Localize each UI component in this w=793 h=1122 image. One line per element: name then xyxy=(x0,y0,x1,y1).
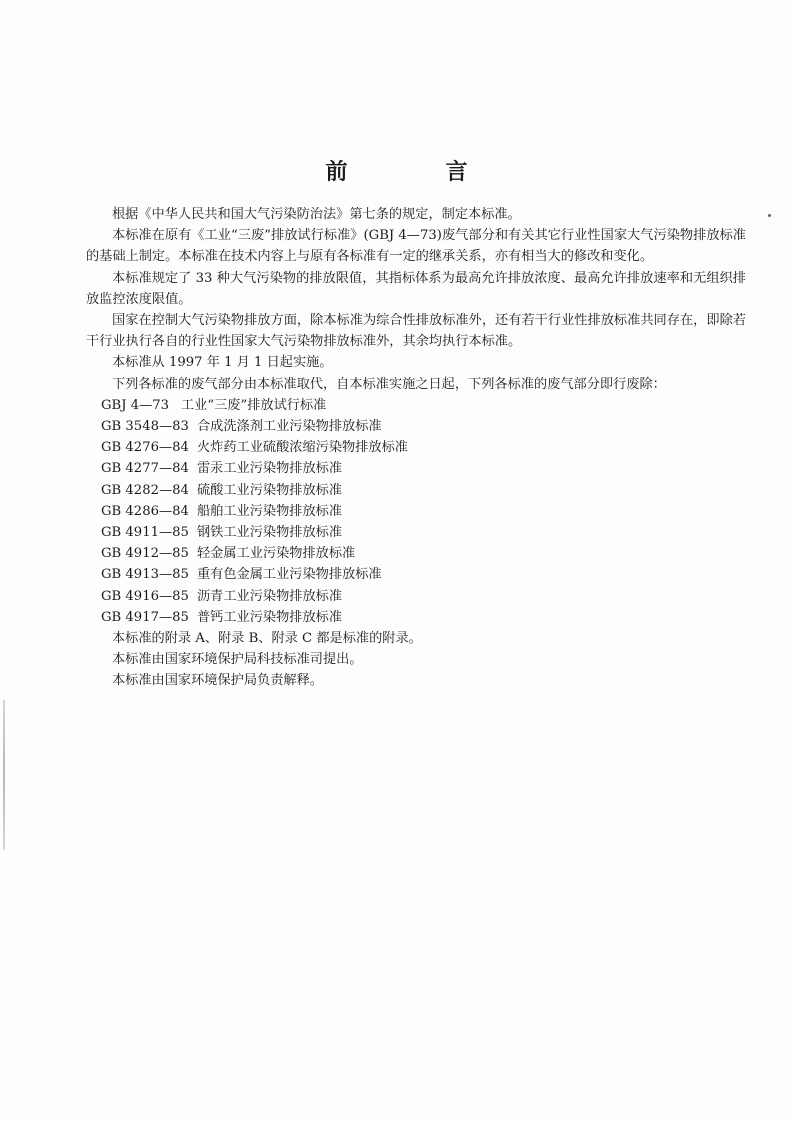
standard-name: 雷汞工业污染物排放标准 xyxy=(197,461,343,477)
standard-code: GB 4282—84 xyxy=(101,482,189,498)
standard-name: 硫酸工业污染物排放标准 xyxy=(197,482,343,498)
standard-code: GB 3548—83 xyxy=(101,419,189,435)
paragraph-effective-date: 本标准从 1997 年 1 月 1 日起实施。 xyxy=(112,355,333,371)
standard-code: GB 4917—85 xyxy=(101,609,189,625)
paragraph-appendices: 本标准的附录 A、附录 B、附录 C 都是标准的附录。 xyxy=(112,631,422,647)
paragraph-origin: 本标准在原有《工业“三废”排放试行标准》(GBJ 4—73)废气部分和有关其它行业性国家大气污染物排放标准的基础上制定。本标准在技术内容上与原有各标准有一定的继承关系，亦有相当大的修改和变化。 xyxy=(86,228,746,265)
page-title: 前 言 xyxy=(325,160,506,185)
paragraph-proposer: 本标准由国家环境保护局科技标准司提出。 xyxy=(112,652,363,668)
paragraph-replacement-intro: 下列各标准的废气部分由本标准取代，自本标准实施之日起，下列各标准的废气部分即行废除： xyxy=(112,376,666,392)
list-item xyxy=(86,564,746,585)
standard-code: GB 4911—85 xyxy=(101,525,189,541)
standard-name: 船舶工业污染物排放标准 xyxy=(197,503,343,519)
foreword-body xyxy=(86,204,746,692)
standard-code: GB 4913—85 xyxy=(101,567,189,583)
standard-name: 轻金属工业污染物排放标准 xyxy=(197,546,356,562)
list-item xyxy=(86,458,746,479)
list-item xyxy=(86,501,746,522)
standard-code: GB 4912—85 xyxy=(101,546,189,562)
list-item xyxy=(86,522,746,543)
standard-name: 重有色金属工业污染物排放标准 xyxy=(197,567,382,583)
list-item xyxy=(86,480,746,501)
paragraph-interpreter: 本标准由国家环境保护局负责解释。 xyxy=(112,673,323,689)
replaced-standards-list xyxy=(86,395,746,628)
scan-dot-mark xyxy=(768,214,771,217)
paragraph-limits: 本标准规定了 33 种大气污染物的排放限值，其指标体系为最高允许排放浓度、最高允许排放速率和无组织排放监控浓度限值。 xyxy=(86,270,746,307)
standard-code: GB 4277—84 xyxy=(101,461,189,477)
list-item xyxy=(86,437,746,458)
list-item xyxy=(86,416,746,437)
standard-name: 普钙工业污染物排放标准 xyxy=(197,609,343,625)
list-item xyxy=(86,586,746,607)
list-item xyxy=(86,395,746,416)
standard-code: GB 4916—85 xyxy=(101,588,189,604)
list-item xyxy=(86,607,746,628)
list-item xyxy=(86,543,746,564)
standard-name: 火炸药工业硫酸浓缩污染物排放标准 xyxy=(197,440,408,456)
scan-edge-mark xyxy=(3,700,5,850)
standard-name: 工业“三废”排放试行标准 xyxy=(181,397,327,413)
standard-name: 沥青工业污染物排放标准 xyxy=(197,588,343,604)
standard-code: GB 4276—84 xyxy=(101,440,189,456)
paragraph-legal-basis: 根据《中华人民共和国大气污染防治法》第七条的规定，制定本标准。 xyxy=(112,207,521,222)
paragraph-scope: 国家在控制大气污染物排放方面，除本标准为综合性排放标准外，还有若干行业性排放标准共同存在，即除若干行业执行各自的行业性国家大气污染物排放标准外，其余均执行本标准。 xyxy=(86,313,746,350)
standard-code: GBJ 4—73 xyxy=(101,397,170,413)
standard-name: 合成洗涤剂工业污染物排放标准 xyxy=(197,419,382,435)
standard-name: 钢铁工业污染物排放标准 xyxy=(197,525,343,541)
standard-code: GB 4286—84 xyxy=(101,503,189,519)
